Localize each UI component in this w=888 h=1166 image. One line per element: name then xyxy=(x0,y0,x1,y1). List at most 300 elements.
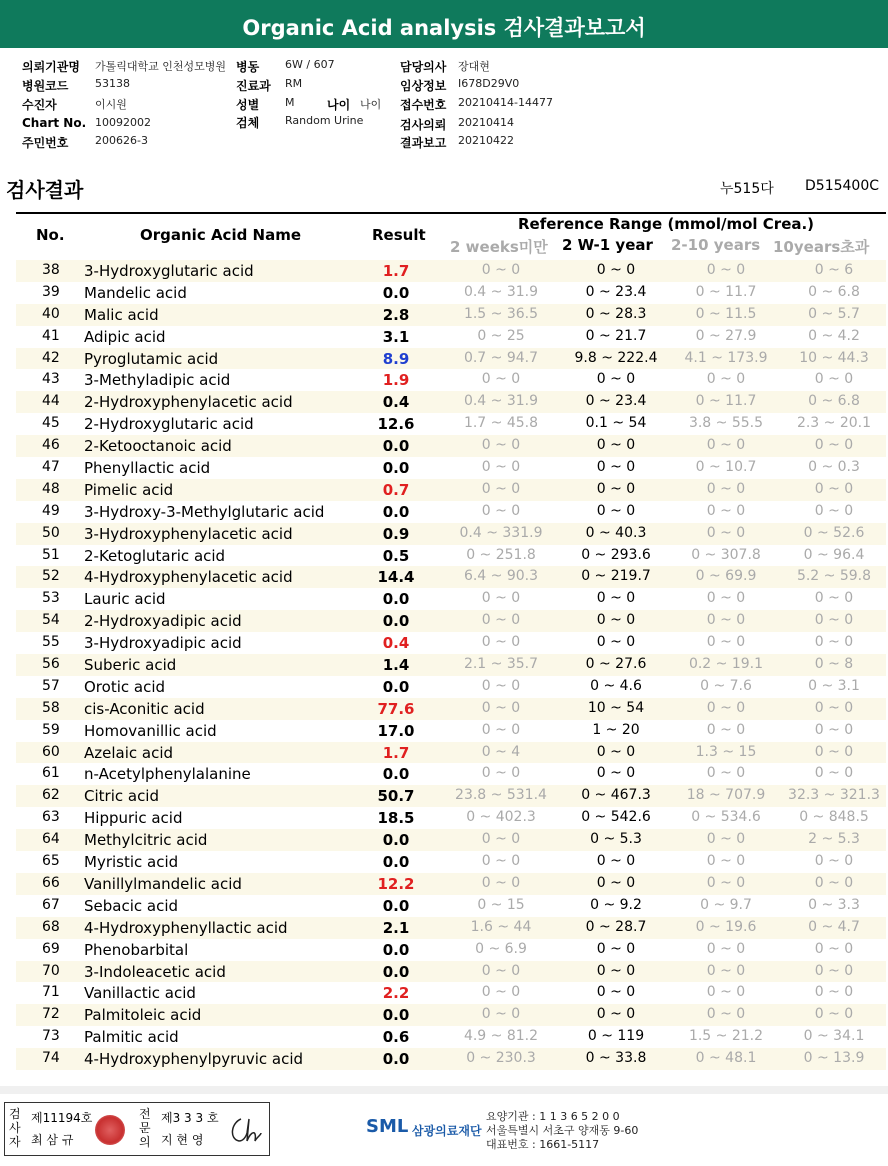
range-2weeks: 0.4 ~ 31.9 xyxy=(463,393,539,410)
acid-name: 3-Methyladipic acid xyxy=(84,371,231,390)
row-number: 59 xyxy=(42,721,60,738)
range-2w-1y: 0 ~ 0 xyxy=(596,940,636,957)
report-header xyxy=(0,0,888,48)
range-2-10y: 0 ~ 7.6 xyxy=(700,677,752,694)
row-number: 50 xyxy=(42,524,60,541)
range-10y: 0 ~ 34.1 xyxy=(803,1028,865,1045)
range-2w-1y: 0 ~ 28.7 xyxy=(585,918,647,935)
range-10y: 0 ~ 0 xyxy=(814,1006,854,1023)
range-2w-1y: 0 ~ 0 xyxy=(596,480,636,497)
result-value: 0.0 xyxy=(382,283,410,302)
range-2-10y: 0 ~ 0 xyxy=(706,634,746,651)
row-number: 65 xyxy=(42,853,60,870)
header-name: Organic Acid Name xyxy=(140,226,302,244)
result-value: 0.6 xyxy=(382,1028,410,1047)
result-value: 12.6 xyxy=(377,415,415,434)
logo-text: SML xyxy=(366,1116,409,1137)
dept-value: RM xyxy=(285,77,303,90)
range-2weeks: 0 ~ 0 xyxy=(481,1006,521,1023)
range-2w-1y: 0 ~ 0 xyxy=(596,262,636,278)
result-value: 77.6 xyxy=(377,699,415,718)
range-2w-1y: 0 ~ 219.7 xyxy=(581,568,651,585)
acid-name: cis-Aconitic acid xyxy=(84,699,205,718)
acid-name: 2-Hydroxyglutaric acid xyxy=(84,415,254,434)
range-2w-1y: 0 ~ 0 xyxy=(596,765,636,782)
age-value: 나이 xyxy=(360,98,382,111)
range-2weeks: 0 ~ 0 xyxy=(481,721,521,738)
row-number: 68 xyxy=(42,918,60,935)
signer2-label: 전문의 xyxy=(139,1107,151,1149)
result-value: 2.8 xyxy=(382,305,410,324)
range-2-10y: 18 ~ 707.9 xyxy=(686,787,766,804)
result-value: 0.0 xyxy=(382,896,410,915)
range-10y: 0 ~ 8 xyxy=(814,656,854,673)
range-2weeks: 1.6 ~ 44 xyxy=(470,918,532,935)
range-10y: 0 ~ 0 xyxy=(814,371,854,388)
range-2weeks: 0 ~ 0 xyxy=(481,853,521,870)
row-number: 64 xyxy=(42,831,60,848)
result-value: 1.7 xyxy=(382,743,410,762)
acid-name: Pimelic acid xyxy=(84,480,174,499)
range-10y: 0 ~ 6.8 xyxy=(808,393,860,410)
result-value: 0.4 xyxy=(382,634,410,653)
table-row xyxy=(16,1026,886,1048)
table-row xyxy=(16,282,886,304)
acid-name: Myristic acid xyxy=(84,853,179,872)
signature-icon xyxy=(227,1115,263,1145)
result-code-2: D515400C xyxy=(805,178,879,194)
table-row xyxy=(16,961,886,983)
range-10y: 0 ~ 0 xyxy=(814,502,854,519)
range-2weeks: 0 ~ 251.8 xyxy=(466,546,536,563)
range-10y: 0 ~ 4.2 xyxy=(808,327,860,344)
range-2-10y: 0 ~ 11.7 xyxy=(695,393,757,410)
range-2-10y: 0 ~ 0 xyxy=(706,853,746,870)
signer2-number: 제3 3 3 호 xyxy=(161,1111,219,1125)
header-range-10y: 10years초과 xyxy=(773,238,870,256)
doctor-value: 장대현 xyxy=(458,60,490,73)
range-2w-1y: 0 ~ 23.4 xyxy=(585,283,647,300)
range-10y: 5.2 ~ 59.8 xyxy=(796,568,872,585)
range-2-10y: 0 ~ 0 xyxy=(706,831,746,848)
table-row xyxy=(16,588,886,610)
table-row xyxy=(16,457,886,479)
result-value: 0.0 xyxy=(382,437,410,456)
chart-label: Chart No. xyxy=(22,116,87,130)
range-2-10y: 0 ~ 10.7 xyxy=(695,459,757,476)
range-2w-1y: 0 ~ 0 xyxy=(596,853,636,870)
range-2w-1y: 0 ~ 40.3 xyxy=(585,524,647,541)
range-2-10y: 0 ~ 534.6 xyxy=(691,809,761,826)
range-10y: 0 ~ 0 xyxy=(814,874,854,891)
range-2weeks: 0 ~ 0 xyxy=(481,612,521,629)
sex-label: 성별 xyxy=(236,98,260,112)
range-2-10y: 0 ~ 0 xyxy=(706,612,746,629)
table-row xyxy=(16,720,886,742)
row-number: 72 xyxy=(42,1006,60,1023)
result-value: 12.2 xyxy=(377,874,415,893)
acid-name: 2-Hydroxyphenylacetic acid xyxy=(84,393,293,412)
result-value: 0.0 xyxy=(382,1050,410,1069)
table-row xyxy=(16,566,886,588)
range-2weeks: 0 ~ 0 xyxy=(481,699,521,716)
acid-name: 4-Hydroxyphenylacetic acid xyxy=(84,568,293,587)
range-10y: 0 ~ 3.1 xyxy=(808,677,860,694)
header-range-2weeks: 2 weeks미만 xyxy=(450,238,548,256)
age-label: 나이 xyxy=(327,98,351,112)
range-2weeks: 0.4 ~ 331.9 xyxy=(459,524,543,541)
header-no: No. xyxy=(36,226,65,244)
table-row xyxy=(16,654,886,676)
specimen-value: Random Urine xyxy=(285,114,364,127)
acid-name: Phenobarbital xyxy=(84,940,189,959)
range-2weeks: 0 ~ 0 xyxy=(481,371,521,388)
table-row xyxy=(16,501,886,523)
result-value: 0.0 xyxy=(382,853,410,872)
range-2weeks: 0 ~ 6.9 xyxy=(475,940,527,957)
range-2-10y: 4.1 ~ 173.9 xyxy=(684,349,768,366)
range-2w-1y: 0 ~ 33.8 xyxy=(585,1050,647,1067)
row-number: 41 xyxy=(42,327,60,344)
range-2-10y: 0 ~ 0 xyxy=(706,480,746,497)
range-2-10y: 0 ~ 48.1 xyxy=(695,1050,757,1067)
range-10y: 0 ~ 0 xyxy=(814,853,854,870)
row-number: 42 xyxy=(42,349,60,366)
hospital-label: 의뢰기관명 xyxy=(22,60,80,74)
range-10y: 32.3 ~ 321.3 xyxy=(788,787,880,804)
acid-name: 2-Ketooctanoic acid xyxy=(84,437,232,456)
range-2w-1y: 0 ~ 27.6 xyxy=(585,656,647,673)
range-2-10y: 0 ~ 307.8 xyxy=(691,546,761,563)
clinical-label: 임상정보 xyxy=(400,79,447,93)
range-2-10y: 0 ~ 11.5 xyxy=(695,305,757,322)
acid-name: 2-Ketoglutaric acid xyxy=(84,546,226,565)
patient-info-panel xyxy=(0,48,888,167)
range-2weeks: 6.4 ~ 90.3 xyxy=(463,568,539,585)
request-label: 검사의뢰 xyxy=(400,118,447,132)
result-value: 1.4 xyxy=(382,656,410,675)
range-10y: 0 ~ 0 xyxy=(814,940,854,957)
range-2weeks: 0 ~ 0 xyxy=(481,459,521,476)
request-value: 20210414 xyxy=(458,116,514,129)
table-row xyxy=(16,785,886,807)
result-value: 1.7 xyxy=(382,262,410,280)
row-number: 44 xyxy=(42,393,60,410)
range-2-10y: 0 ~ 0 xyxy=(706,699,746,716)
table-row xyxy=(16,610,886,632)
row-number: 63 xyxy=(42,809,60,826)
table-row xyxy=(16,391,886,413)
range-2-10y: 0 ~ 0 xyxy=(706,524,746,541)
row-number: 45 xyxy=(42,415,60,432)
range-10y: 0 ~ 848.5 xyxy=(799,809,869,826)
result-value: 0.4 xyxy=(382,393,410,412)
code-value: 53138 xyxy=(95,77,130,90)
range-2-10y: 0 ~ 27.9 xyxy=(695,327,757,344)
range-10y: 10 ~ 44.3 xyxy=(799,349,869,366)
range-2weeks: 0 ~ 0 xyxy=(481,765,521,782)
range-2weeks: 23.8 ~ 531.4 xyxy=(455,787,547,804)
range-2w-1y: 0 ~ 0 xyxy=(596,634,636,651)
range-10y: 0 ~ 0 xyxy=(814,612,854,629)
range-10y: 0 ~ 52.6 xyxy=(803,524,865,541)
row-number: 46 xyxy=(42,437,60,454)
range-2-10y: 0 ~ 19.6 xyxy=(695,918,757,935)
range-10y: 0 ~ 0 xyxy=(814,984,854,1001)
table-row xyxy=(16,742,886,764)
ward-value: 6W / 607 xyxy=(285,58,335,71)
range-2w-1y: 0 ~ 0 xyxy=(596,612,636,629)
acid-name: Adipic acid xyxy=(84,327,166,346)
range-2w-1y: 0 ~ 21.7 xyxy=(585,327,647,344)
range-2weeks: 0 ~ 0 xyxy=(481,874,521,891)
org-address-line2: 서울특별시 서초구 양재동 9-60 xyxy=(486,1124,639,1137)
range-2w-1y: 0 ~ 23.4 xyxy=(585,393,647,410)
org-name: 삼광의료재단 xyxy=(412,1124,482,1138)
result-code-1: 누515다 xyxy=(720,181,774,197)
result-value: 0.5 xyxy=(382,546,410,565)
result-value: 2.1 xyxy=(382,918,410,937)
acid-name: Malic acid xyxy=(84,305,159,324)
table-row xyxy=(16,851,886,873)
range-10y: 0 ~ 0 xyxy=(814,743,854,760)
range-10y: 0 ~ 0 xyxy=(814,634,854,651)
receipt-value: 20210414-14477 xyxy=(458,96,553,109)
range-2-10y: 0 ~ 0 xyxy=(706,984,746,1001)
range-2-10y: 0 ~ 11.7 xyxy=(695,283,757,300)
row-number: 62 xyxy=(42,787,60,804)
range-2-10y: 0 ~ 0 xyxy=(706,874,746,891)
range-2-10y: 0 ~ 69.9 xyxy=(695,568,757,585)
signature-box xyxy=(4,1102,270,1156)
org-address xyxy=(486,1110,638,1152)
hospital-value: 가톨릭대학교 인천성모병원 xyxy=(95,60,227,73)
range-2w-1y: 0 ~ 0 xyxy=(596,459,636,476)
signer1-label: 검사자 xyxy=(9,1107,21,1149)
range-2w-1y: 0 ~ 0 xyxy=(596,962,636,979)
range-2weeks: 0 ~ 0 xyxy=(481,962,521,979)
range-2w-1y: 0 ~ 0 xyxy=(596,590,636,607)
table-row xyxy=(16,545,886,567)
result-value: 0.0 xyxy=(382,502,410,521)
acid-name: 3-Hydroxy-3-Methylglutaric acid xyxy=(84,502,325,521)
acid-name: Phenyllactic acid xyxy=(84,459,211,478)
range-2w-1y: 0 ~ 0 xyxy=(596,984,636,1001)
id-label: 주민번호 xyxy=(22,136,69,150)
table-row xyxy=(16,829,886,851)
seal-stamp-icon xyxy=(95,1115,125,1145)
result-value: 0.0 xyxy=(382,590,410,609)
row-number: 56 xyxy=(42,656,60,673)
range-10y: 0 ~ 4.7 xyxy=(808,918,860,935)
row-number: 40 xyxy=(42,305,60,322)
row-number: 67 xyxy=(42,896,60,913)
row-number: 48 xyxy=(42,480,60,497)
result-value: 0.0 xyxy=(382,1006,410,1025)
result-value: 3.1 xyxy=(382,327,410,346)
range-10y: 0 ~ 3.3 xyxy=(808,896,860,913)
org-address-line1: 요양기관 : 1 1 3 6 5 2 0 0 xyxy=(486,1110,620,1123)
range-2-10y: 0.2 ~ 19.1 xyxy=(688,656,764,673)
acid-name: Suberic acid xyxy=(84,656,177,675)
range-2w-1y: 0 ~ 119 xyxy=(587,1028,645,1045)
acid-name: Vanillylmandelic acid xyxy=(84,874,242,893)
range-2w-1y: 0 ~ 28.3 xyxy=(585,305,647,322)
acid-name: 3-Hydroxyglutaric acid xyxy=(84,262,254,280)
range-2-10y: 0 ~ 0 xyxy=(706,437,746,454)
acid-name: Homovanillic acid xyxy=(84,721,217,740)
header-result: Result xyxy=(372,226,426,244)
result-value: 0.0 xyxy=(382,940,410,959)
acid-name: Palmitoleic acid xyxy=(84,1006,202,1025)
range-2-10y: 1.5 ~ 21.2 xyxy=(688,1028,764,1045)
table-row xyxy=(16,676,886,698)
range-10y: 0 ~ 96.4 xyxy=(803,546,865,563)
sex-value: M xyxy=(285,96,295,109)
acid-name: Sebacic acid xyxy=(84,896,179,915)
results-title: 검사결과 xyxy=(6,178,84,202)
report-footer xyxy=(0,1094,888,1166)
results-section xyxy=(0,166,888,1086)
range-2weeks: 0 ~ 0 xyxy=(481,984,521,1001)
acid-name: Hippuric acid xyxy=(84,809,183,828)
result-value: 1.9 xyxy=(382,371,410,390)
range-2w-1y: 0 ~ 0 xyxy=(596,743,636,760)
range-2-10y: 0 ~ 0 xyxy=(706,962,746,979)
range-10y: 0 ~ 0.3 xyxy=(808,459,860,476)
table-row xyxy=(16,939,886,961)
range-2weeks: 0.4 ~ 31.9 xyxy=(463,283,539,300)
acid-name: n-Acetylphenylalanine xyxy=(84,765,251,784)
acid-name: 4-Hydroxyphenylpyruvic acid xyxy=(84,1050,304,1069)
table-row xyxy=(16,698,886,720)
table-header xyxy=(16,212,886,261)
table-row xyxy=(16,369,886,391)
range-2weeks: 0 ~ 230.3 xyxy=(466,1050,536,1067)
range-2weeks: 0 ~ 0 xyxy=(481,262,521,278)
results-table-body xyxy=(16,260,886,1070)
range-2weeks: 0 ~ 15 xyxy=(477,896,525,913)
range-2weeks: 0 ~ 0 xyxy=(481,437,521,454)
range-10y: 0 ~ 13.9 xyxy=(803,1050,865,1067)
range-10y: 2 ~ 5.3 xyxy=(808,831,860,848)
range-2weeks: 0 ~ 4 xyxy=(481,743,521,760)
table-row xyxy=(16,632,886,654)
range-10y: 0 ~ 5.7 xyxy=(808,305,860,322)
range-2w-1y: 0 ~ 9.2 xyxy=(590,896,642,913)
signer1-number: 제11194호 xyxy=(31,1111,93,1125)
acid-name: Vanillactic acid xyxy=(84,984,196,1003)
table-row xyxy=(16,982,886,1004)
range-2-10y: 3.8 ~ 55.5 xyxy=(688,415,764,432)
range-2w-1y: 9.8 ~ 222.4 xyxy=(574,349,658,366)
acid-name: 3-Hydroxyadipic acid xyxy=(84,634,242,653)
header-reference: Reference Range (mmol/mol Crea.) xyxy=(518,215,815,233)
result-value: 17.0 xyxy=(377,721,415,740)
result-value: 0.0 xyxy=(382,831,410,850)
table-row xyxy=(16,763,886,785)
range-2-10y: 0 ~ 9.7 xyxy=(700,896,752,913)
range-2-10y: 0 ~ 0 xyxy=(706,765,746,782)
table-row xyxy=(16,807,886,829)
range-10y: 0 ~ 0 xyxy=(814,962,854,979)
range-10y: 2.3 ~ 20.1 xyxy=(796,415,872,432)
range-2w-1y: 0 ~ 0 xyxy=(596,502,636,519)
table-row xyxy=(16,413,886,435)
range-2weeks: 2.1 ~ 35.7 xyxy=(463,656,539,673)
patient-label: 수진자 xyxy=(22,98,57,112)
range-2weeks: 0 ~ 0 xyxy=(481,677,521,694)
range-10y: 0 ~ 0 xyxy=(814,480,854,497)
doctor-label: 담당의사 xyxy=(400,60,447,74)
table-row xyxy=(16,1048,886,1070)
range-2w-1y: 0 ~ 0 xyxy=(596,874,636,891)
row-number: 74 xyxy=(42,1050,60,1067)
table-row xyxy=(16,523,886,545)
range-2weeks: 4.9 ~ 81.2 xyxy=(463,1028,539,1045)
acid-name: Azelaic acid xyxy=(84,743,174,762)
row-number: 61 xyxy=(42,765,60,782)
header-range-2-10y: 2-10 years xyxy=(671,236,761,254)
row-number: 70 xyxy=(42,962,60,979)
row-number: 47 xyxy=(42,459,60,476)
range-2weeks: 0 ~ 402.3 xyxy=(466,809,536,826)
clinical-value: I678D29V0 xyxy=(458,77,520,90)
row-number: 51 xyxy=(42,546,60,563)
range-2-10y: 0 ~ 0 xyxy=(706,940,746,957)
report-date-value: 20210422 xyxy=(458,134,514,147)
acid-name: Palmitic acid xyxy=(84,1028,179,1047)
result-value: 2.2 xyxy=(382,984,410,1003)
acid-name: Mandelic acid xyxy=(84,283,187,302)
table-row xyxy=(16,435,886,457)
range-2w-1y: 0 ~ 467.3 xyxy=(581,787,651,804)
row-number: 66 xyxy=(42,874,60,891)
row-number: 43 xyxy=(42,371,60,388)
acid-name: 2-Hydroxyadipic acid xyxy=(84,612,242,631)
code-label: 병원코드 xyxy=(22,79,69,93)
dept-label: 진료과 xyxy=(236,79,271,93)
table-row xyxy=(16,1004,886,1026)
range-2-10y: 1.3 ~ 15 xyxy=(695,743,757,760)
header-range-2w-1y: 2 W-1 year xyxy=(562,236,653,254)
range-2weeks: 0 ~ 0 xyxy=(481,590,521,607)
table-row xyxy=(16,895,886,917)
result-value: 0.0 xyxy=(382,765,410,784)
id-value: 200626-3 xyxy=(95,134,148,147)
org-address-line3: 대표번호 : 1661-5117 xyxy=(486,1138,600,1151)
result-value: 0.7 xyxy=(382,480,410,499)
range-2w-1y: 0 ~ 0 xyxy=(596,1006,636,1023)
table-row xyxy=(16,873,886,895)
range-2weeks: 0 ~ 0 xyxy=(481,502,521,519)
table-row xyxy=(16,348,886,370)
range-2-10y: 0 ~ 0 xyxy=(706,262,746,278)
range-10y: 0 ~ 0 xyxy=(814,699,854,716)
result-value: 18.5 xyxy=(377,809,415,828)
report-date-label: 결과보고 xyxy=(400,136,447,150)
result-value: 0.0 xyxy=(382,677,410,696)
table-row xyxy=(16,260,886,282)
result-value: 14.4 xyxy=(377,568,415,587)
receipt-label: 접수번호 xyxy=(400,98,447,112)
range-2w-1y: 1 ~ 20 xyxy=(592,721,640,738)
range-2w-1y: 0 ~ 5.3 xyxy=(590,831,642,848)
row-number: 60 xyxy=(42,743,60,760)
acid-name: Citric acid xyxy=(84,787,159,806)
row-number: 49 xyxy=(42,502,60,519)
range-2weeks: 0.7 ~ 94.7 xyxy=(463,349,539,366)
